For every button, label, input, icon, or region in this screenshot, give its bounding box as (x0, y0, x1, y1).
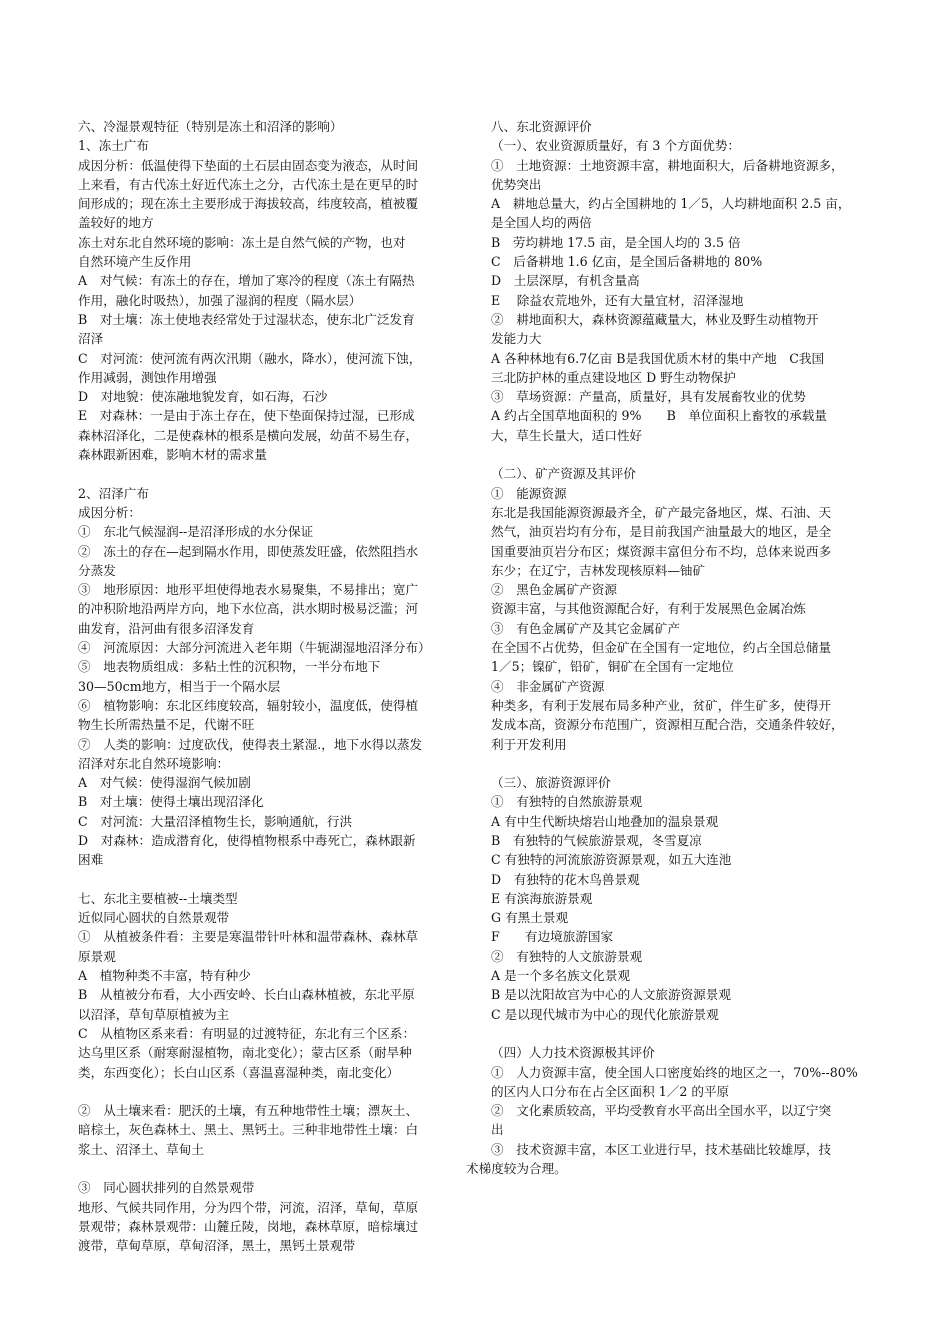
left-text-line: ⑦ 人类的影响：过度砍伐，使得表土紧湿.，地下水得以蒸发 (78, 736, 423, 752)
right-text-column (466, 117, 878, 1178)
right-text-line: ② 黑色金属矿产资源 (491, 582, 617, 598)
right-text-line: C 有独特的河流旅游资源景观，如五大连池 (491, 852, 732, 868)
left-text-line: 以沼泽，草旬草原植被为主 (78, 1006, 230, 1022)
left-text-line: 30—50cm地方，相当于一个隔水层 (78, 678, 281, 694)
left-text-line: 沼泽 (78, 331, 104, 347)
right-text-line: ② 文化素质较高，平均受教育水平高出全国水平，以辽宁突 (491, 1103, 832, 1119)
right-text-line: 然气，油页岩均有分布，是目前我国产油量最大的地区，是全 (491, 524, 832, 540)
left-text-line: ② 冻土的存在—起到隔水作用，即使蒸发旺盛，依然阻挡水 (78, 543, 419, 559)
right-text-line: A 各种林地有6.7亿亩 B是我国优质木材的集中产地 C我国 (491, 350, 825, 366)
left-text-line: 七、东北主要植被--土壤类型 (78, 890, 238, 906)
right-blank-line (491, 754, 878, 773)
right-text-line: B 有独特的气候旅游景观，冬雪夏凉 (491, 832, 702, 848)
left-text-line: C 对河流：使河流有两次汛期（融水，降水），使河流下蚀， (78, 350, 422, 366)
left-text-line: D 对地貌：使冻融地貌发育，如石海，石沙 (78, 389, 328, 405)
left-text-line: 分蒸发 (78, 562, 116, 578)
right-text-line: A 是一个多名族文化景观 (491, 968, 631, 984)
right-text-line: D 土层深厚，有机含量高 (491, 273, 640, 289)
right-text-line: ④ 非金属矿产资源 (491, 678, 605, 694)
left-text-line: 的冲积阶地沿两岸方向，地下水位高，洪水期时极易泛滥；河 (78, 601, 419, 617)
left-text-line: 物生长所需热量不足，代谢不旺 (78, 717, 255, 733)
left-text-line: 原景观 (78, 948, 116, 964)
left-text-line: B 从植被分布看，大小西安岭、长白山森林植被，东北平原 (78, 987, 415, 1003)
left-text-column (78, 117, 464, 1256)
left-text-line: 渡带，草甸草原，草甸沼泽，黑土，黑钙土景观带 (78, 1238, 356, 1254)
left-text-line: 类，东西变化）；长白山区系（喜温喜湿种类，南北变化） (78, 1064, 400, 1080)
left-text-line: 达乌里区系（耐寒耐湿植物，南北变化）；蒙古区系（耐旱种 (78, 1045, 412, 1061)
right-text-line: 优势突出 (491, 176, 542, 192)
left-text-line: 盖较好的地方 (78, 215, 154, 231)
right-text-line: A 耕地总量大，约占全国耕地的 1／5，人均耕地面积 2.5 亩， (491, 196, 851, 212)
left-text-line: 1、冻土广布 (78, 138, 149, 154)
left-text-line: A 对气候：使得湿润气候加剧 (78, 775, 251, 791)
left-text-line: 成因分析： (78, 504, 141, 520)
right-text-line: 国重要油页岩分布区；煤资源丰富但分布不均，总体来说西多 (491, 543, 832, 559)
right-text-line: 是全国人均的两倍 (491, 215, 592, 231)
right-text-line: B 劳均耕地 17.5 亩，是全国人均的 3.5 倍 (491, 234, 741, 250)
right-text-line: 利于开发利用 (491, 736, 567, 752)
right-text-line: 东少；在辽宁，吉林发现核原料—铀矿 (491, 562, 706, 578)
left-text-line: 暗棕土，灰色森林土、黑土、黑钙土。三种非地带性土壤：白 (78, 1122, 419, 1138)
left-text-line: 间形成的；现在冻土主要形成于海拔较高，纬度较高，植被覆 (78, 196, 419, 212)
left-text-line: C 对河流：大量沼泽植物生长，影响通航，行洪 (78, 813, 353, 829)
left-text-line: B 对土壤：冻土使地表经常处于过湿状态，使东北广泛发育 (78, 311, 415, 327)
right-text-line: 的区内人口分布在占全区面积 1／2 的平原 (491, 1083, 730, 1099)
right-text-line: ① 人力资源丰富，使全国人口密度始终的地区之一，70%--80% (491, 1064, 858, 1080)
left-text-line: 作用减弱，测蚀作用增强 (78, 369, 217, 385)
left-text-line: ① 东北气候湿润--是沼泽形成的水分保证 (78, 524, 314, 540)
right-text-line: ① 土地资源：土地资源丰富，耕地面积大，后备耕地资源多， (491, 157, 844, 173)
left-blank-line (78, 1082, 464, 1101)
left-text-line: 森林沼泽化，二是使森林的根系是横向发展，幼苗不易生存， (78, 427, 419, 443)
left-blank-line (78, 870, 464, 889)
right-text-line: （一）、农业资源质量好，有 3 个方面优势： (491, 138, 741, 154)
left-text-line: C 从植物区系来看：有明显的过渡特征，东北有三个区系： (78, 1025, 416, 1041)
right-text-line: 出 (491, 1122, 504, 1138)
left-blank-line (78, 1159, 464, 1178)
left-text-line: 地形、气候共同作用，分为四个带，河流，沼泽，草甸，草原 (78, 1199, 419, 1215)
right-text-line: 大，草生长量大，适口性好 (491, 427, 643, 443)
left-text-line: 六、冷湿景观特征（特别是冻土和沼泽的影响） (78, 119, 343, 134)
left-text-line: ⑤ 地表物质组成：多粘土性的沉积物，一半分布地下 (78, 659, 381, 675)
right-text-line: A 有中生代断块熔岩山地叠加的温泉景观 (491, 813, 719, 829)
right-text-line: 发成本高，资源分布范围广，资源相互配合浩，交通条件较好， (491, 717, 844, 733)
left-text-line: 曲发育，沿河曲有很多沼泽发育 (78, 620, 255, 636)
right-text-line: 在全国不占优势，但金矿在全国有一定地位，约占全国总储量 (491, 640, 832, 656)
left-text-line: 沼泽对东北自然环境影响： (78, 755, 230, 771)
left-text-line: A 植物种类不丰富，特有种少 (78, 968, 251, 984)
left-text-line: 景观带；森林景观带：山麓丘陵，岗地，森林草原，暗棕壤过 (78, 1218, 419, 1234)
left-text-line: 冻土对东北自然环境的影响：冻土是自然气候的产物，也对 (78, 234, 406, 250)
left-text-line: D 对森林：造成潜育化，使得植物根系中毒死亡，森林跟新 (78, 832, 416, 848)
right-text-line: F 有边境旅游国家 (491, 929, 614, 945)
left-text-line: A 对气候：有冻土的存在，增加了寒冷的程度（冻土有隔热 (78, 273, 415, 289)
left-text-line: ④ 河流原因：大部分河流进入老年期（牛轭湖湿地沼泽分布） (78, 640, 431, 656)
left-blank-line (78, 464, 464, 483)
right-text-line: ① 能源资源 (491, 485, 567, 501)
left-text-line: 作用，融化时吸热），加强了湿润的程度（隔水层） (78, 292, 362, 308)
right-text-line: 东北是我国能源资源最齐全，矿产最完备地区，煤、石油、天 (491, 504, 832, 520)
right-text-line: E 有滨海旅游景观 (491, 890, 593, 906)
right-text-line: ③ 有色金属矿产及其它金属矿产 (491, 620, 680, 636)
right-text-line: G 有黑土景观 (491, 910, 569, 926)
right-text-line: （四）人力技术资源极其评价 (491, 1045, 655, 1061)
right-text-line: C 后备耕地 1.6 亿亩，是全国后备耕地的 80% (491, 254, 763, 270)
right-text-line: ③ 草场资源：产量高，质量好，具有发展畜牧业的优势 (491, 389, 806, 405)
left-text-line: 森林跟新困难，影响木材的需求量 (78, 447, 267, 463)
right-text-line: 资源丰富，与其他资源配合好，有利于发展黑色金属冶炼 (491, 601, 806, 617)
right-text-line: E 除益农荒地外，还有大量宜材，沼泽湿地 (491, 292, 744, 308)
right-text-line: 发能力大 (491, 331, 542, 347)
right-text-line: 八、东北资源评价 (491, 119, 592, 134)
right-blank-line (491, 1024, 878, 1043)
left-text-line: 困难 (78, 852, 104, 868)
left-text-line: 近似同心圆状的自然景观带 (78, 910, 230, 926)
right-text-line: ② 耕地面积大，森林资源蕴藏量大，林业及野生动植物开 (491, 311, 819, 327)
right-text-line: 1／5；镍矿，铅矿，铜矿在全国有一定地位 (491, 659, 734, 675)
right-text-line: ② 有独特的人文旅游景观 (491, 948, 643, 964)
left-text-line: 自然环境产生反作用 (78, 254, 192, 270)
left-text-line: ③ 地形原因：地形平坦使得地表水易聚集，不易排出；宽广 (78, 582, 419, 598)
left-text-line: ② 从土壤来看：肥沃的土壤，有五种地带性土壤；漂灰土、 (78, 1103, 419, 1119)
right-text-line: （二）、矿产资源及其评价 (491, 466, 636, 482)
right-text-line: 三北防护林的重点建设地区 D 野生动物保护 (491, 369, 736, 385)
left-text-line: ⑥ 植物影响：东北区纬度较高，辐射较小，温度低，使得植 (78, 697, 419, 713)
left-text-line: ① 从植被条件看：主要是寒温带针叶林和温带森林、森林草 (78, 929, 419, 945)
right-text-line: C 是以现代城市为中心的现代化旅游景观 (491, 1006, 719, 1022)
left-text-line: B 对土壤：使得土壤出现沼泽化 (78, 794, 264, 810)
right-text-line: （三）、旅游资源评价 (491, 775, 611, 791)
left-text-line: 成因分析：低温使得下垫面的土石层由固态变为液态，从时间 (78, 157, 419, 173)
left-text-line: 浆土、沼泽土、草甸土 (78, 1141, 204, 1157)
right-text-line: ① 有独特的自然旅游景观 (491, 794, 643, 810)
right-text-line: ③ 技术资源丰富，本区工业进行早，技术基础比较雄厚，技 (491, 1141, 832, 1157)
left-text-line: 2、沼泽广布 (78, 485, 149, 501)
right-text-line: 术梯度较为合理。 (466, 1161, 567, 1177)
right-blank-line (491, 445, 878, 464)
left-text-line: 上来看，有古代冻土好近代冻土之分，古代冻土是在更早的时 (78, 176, 419, 192)
right-text-line: B 是以沈阳故宫为中心的人文旅游资源景观 (491, 987, 731, 1003)
left-text-line: E 对森林：一是由于冻土存在，使下垫面保持过湿，已形成 (78, 408, 415, 424)
left-text-line: ③ 同心圆状排列的自然景观带 (78, 1180, 255, 1196)
right-text-line: D 有独特的花木鸟兽景观 (491, 871, 640, 887)
right-text-line: A 约占全国草地面积的 9% B 单位面积上畜牧的承载量 (491, 408, 827, 424)
right-text-line: 种类多，有利于发展布局多种产业，贫矿，伴生矿多，使得开 (491, 697, 832, 713)
